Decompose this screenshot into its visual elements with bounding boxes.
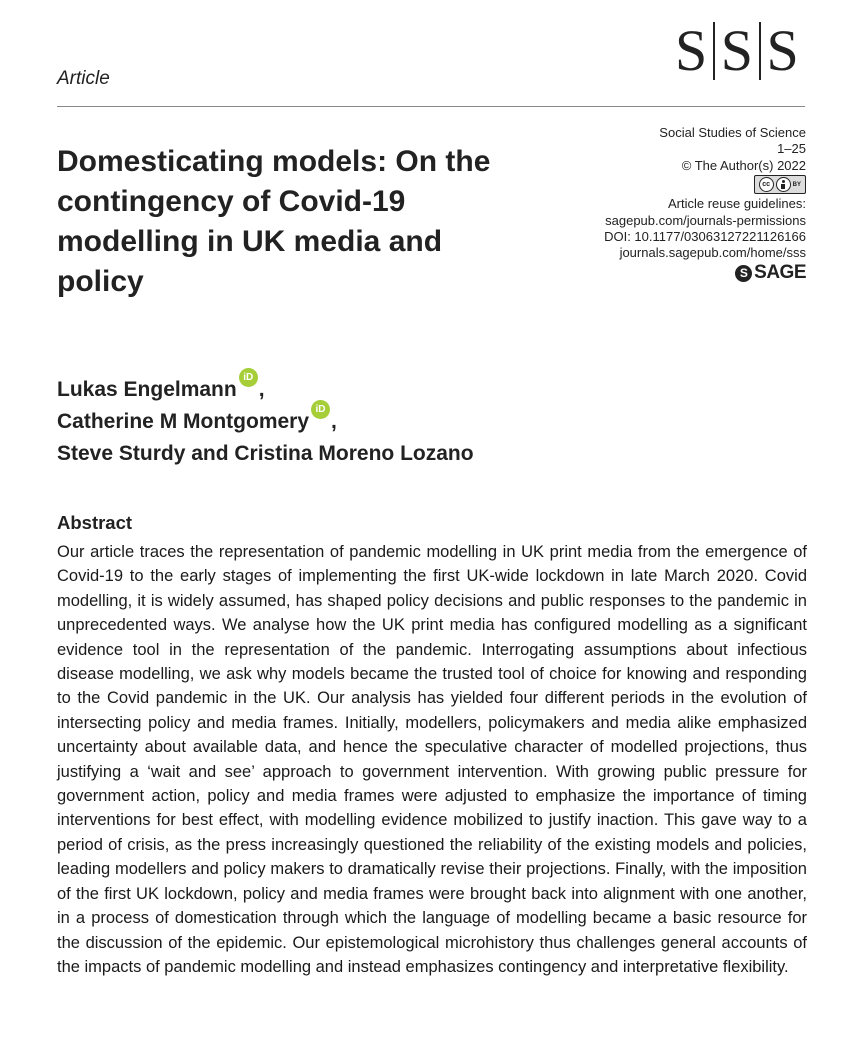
- orcid-icon[interactable]: iD: [239, 368, 258, 387]
- reuse-guidelines-link[interactable]: sagepub.com/journals-permissions: [605, 212, 806, 228]
- cc-icon: cc: [759, 177, 774, 192]
- copyright: © The Author(s) 2022: [681, 157, 806, 173]
- author-name: Catherine M Montgomery: [57, 410, 310, 433]
- article-type-label: Article: [57, 68, 110, 89]
- author-separator: ,: [258, 378, 265, 401]
- doi[interactable]: DOI: 10.1177/03063127221126166: [604, 229, 806, 245]
- author-name: Steve Sturdy and Cristina Moreno Lozano: [57, 442, 474, 465]
- logo-letter: S: [720, 18, 754, 83]
- journal-logo: [675, 18, 799, 83]
- author-name: Lukas Engelmann: [57, 378, 237, 401]
- author-line: [57, 374, 474, 406]
- logo-divider: [759, 22, 761, 80]
- cc-by-license-icon[interactable]: [754, 175, 806, 194]
- journal-meta: [486, 125, 806, 282]
- header-rule: [57, 106, 805, 107]
- logo-divider: [713, 22, 715, 80]
- page-range: 1–25: [777, 141, 806, 157]
- journal-name: Social Studies of Science: [659, 125, 806, 140]
- sage-logo-text: SAGE: [754, 262, 806, 284]
- author-line: [57, 438, 474, 470]
- abstract-heading: Abstract: [57, 512, 133, 533]
- author-list: [57, 374, 474, 470]
- sage-logo: [735, 262, 806, 284]
- sage-mark-icon: S: [735, 265, 752, 282]
- author-line: [57, 406, 474, 438]
- by-label: BY: [792, 181, 801, 188]
- author-separator: ,: [331, 410, 337, 433]
- logo-letter: S: [675, 18, 708, 83]
- attribution-icon: [776, 177, 791, 192]
- journal-home-link[interactable]: journals.sagepub.com/home/sss: [619, 245, 806, 261]
- abstract-text: Our article traces the representation of pandemic modelling in UK print media from the emergence of Covid-19 to the early stages of implementing the first UK-wide lockdown in late March 2020. Covid modelling, it is widely assumed, has shaped policy decisions and public responses to the pandemic in unprecedented ways. We analyse how the UK print media has configured modelling as a significant evidence tool in the representation of the pandemic. Interrogating assumptions about infectious disease modelling, we ask why models became the trusted tool of choice for knowing and responding to the Covid pandemic in the UK. Our analysis has yielded four different periods in the evolution of intersecting policy and media frames. Initially, modellers, policymakers and media alike emphasized uncertainty about available data, and hence the speculative character of modelled projections, thus justifying a ‘wait and see’ approach to government intervention. With growing public pressure for government action, policy and media frames were adjusted to emphasize the importance of timing interventions for best effect, with modelling evidence mobilized to justify inaction. This gave way to a period of crisis, as the press increasingly questioned the reliability of the existing models and policies, leading modellers and policy makers to dramatically revise their projections. Finally, with the imposition of the first UK lockdown, policy and media frames were brought back into alignment with one another, in a process of domestication through which the language of modelling became a basic resource for the discussion of the epidemic. Our epistemological microhistory thus challenges general accounts of the impacts of pandemic modelling and instead emphasizes contingency and interpretative flexibility.: [57, 543, 807, 976]
- reuse-guidelines-label: Article reuse guidelines:: [667, 196, 806, 212]
- article-title: Domesticating models: On the contingency of Covid-19 modelling in UK media and policy: [57, 145, 491, 298]
- logo-letter: S: [766, 18, 799, 83]
- orcid-icon[interactable]: iD: [311, 400, 330, 419]
